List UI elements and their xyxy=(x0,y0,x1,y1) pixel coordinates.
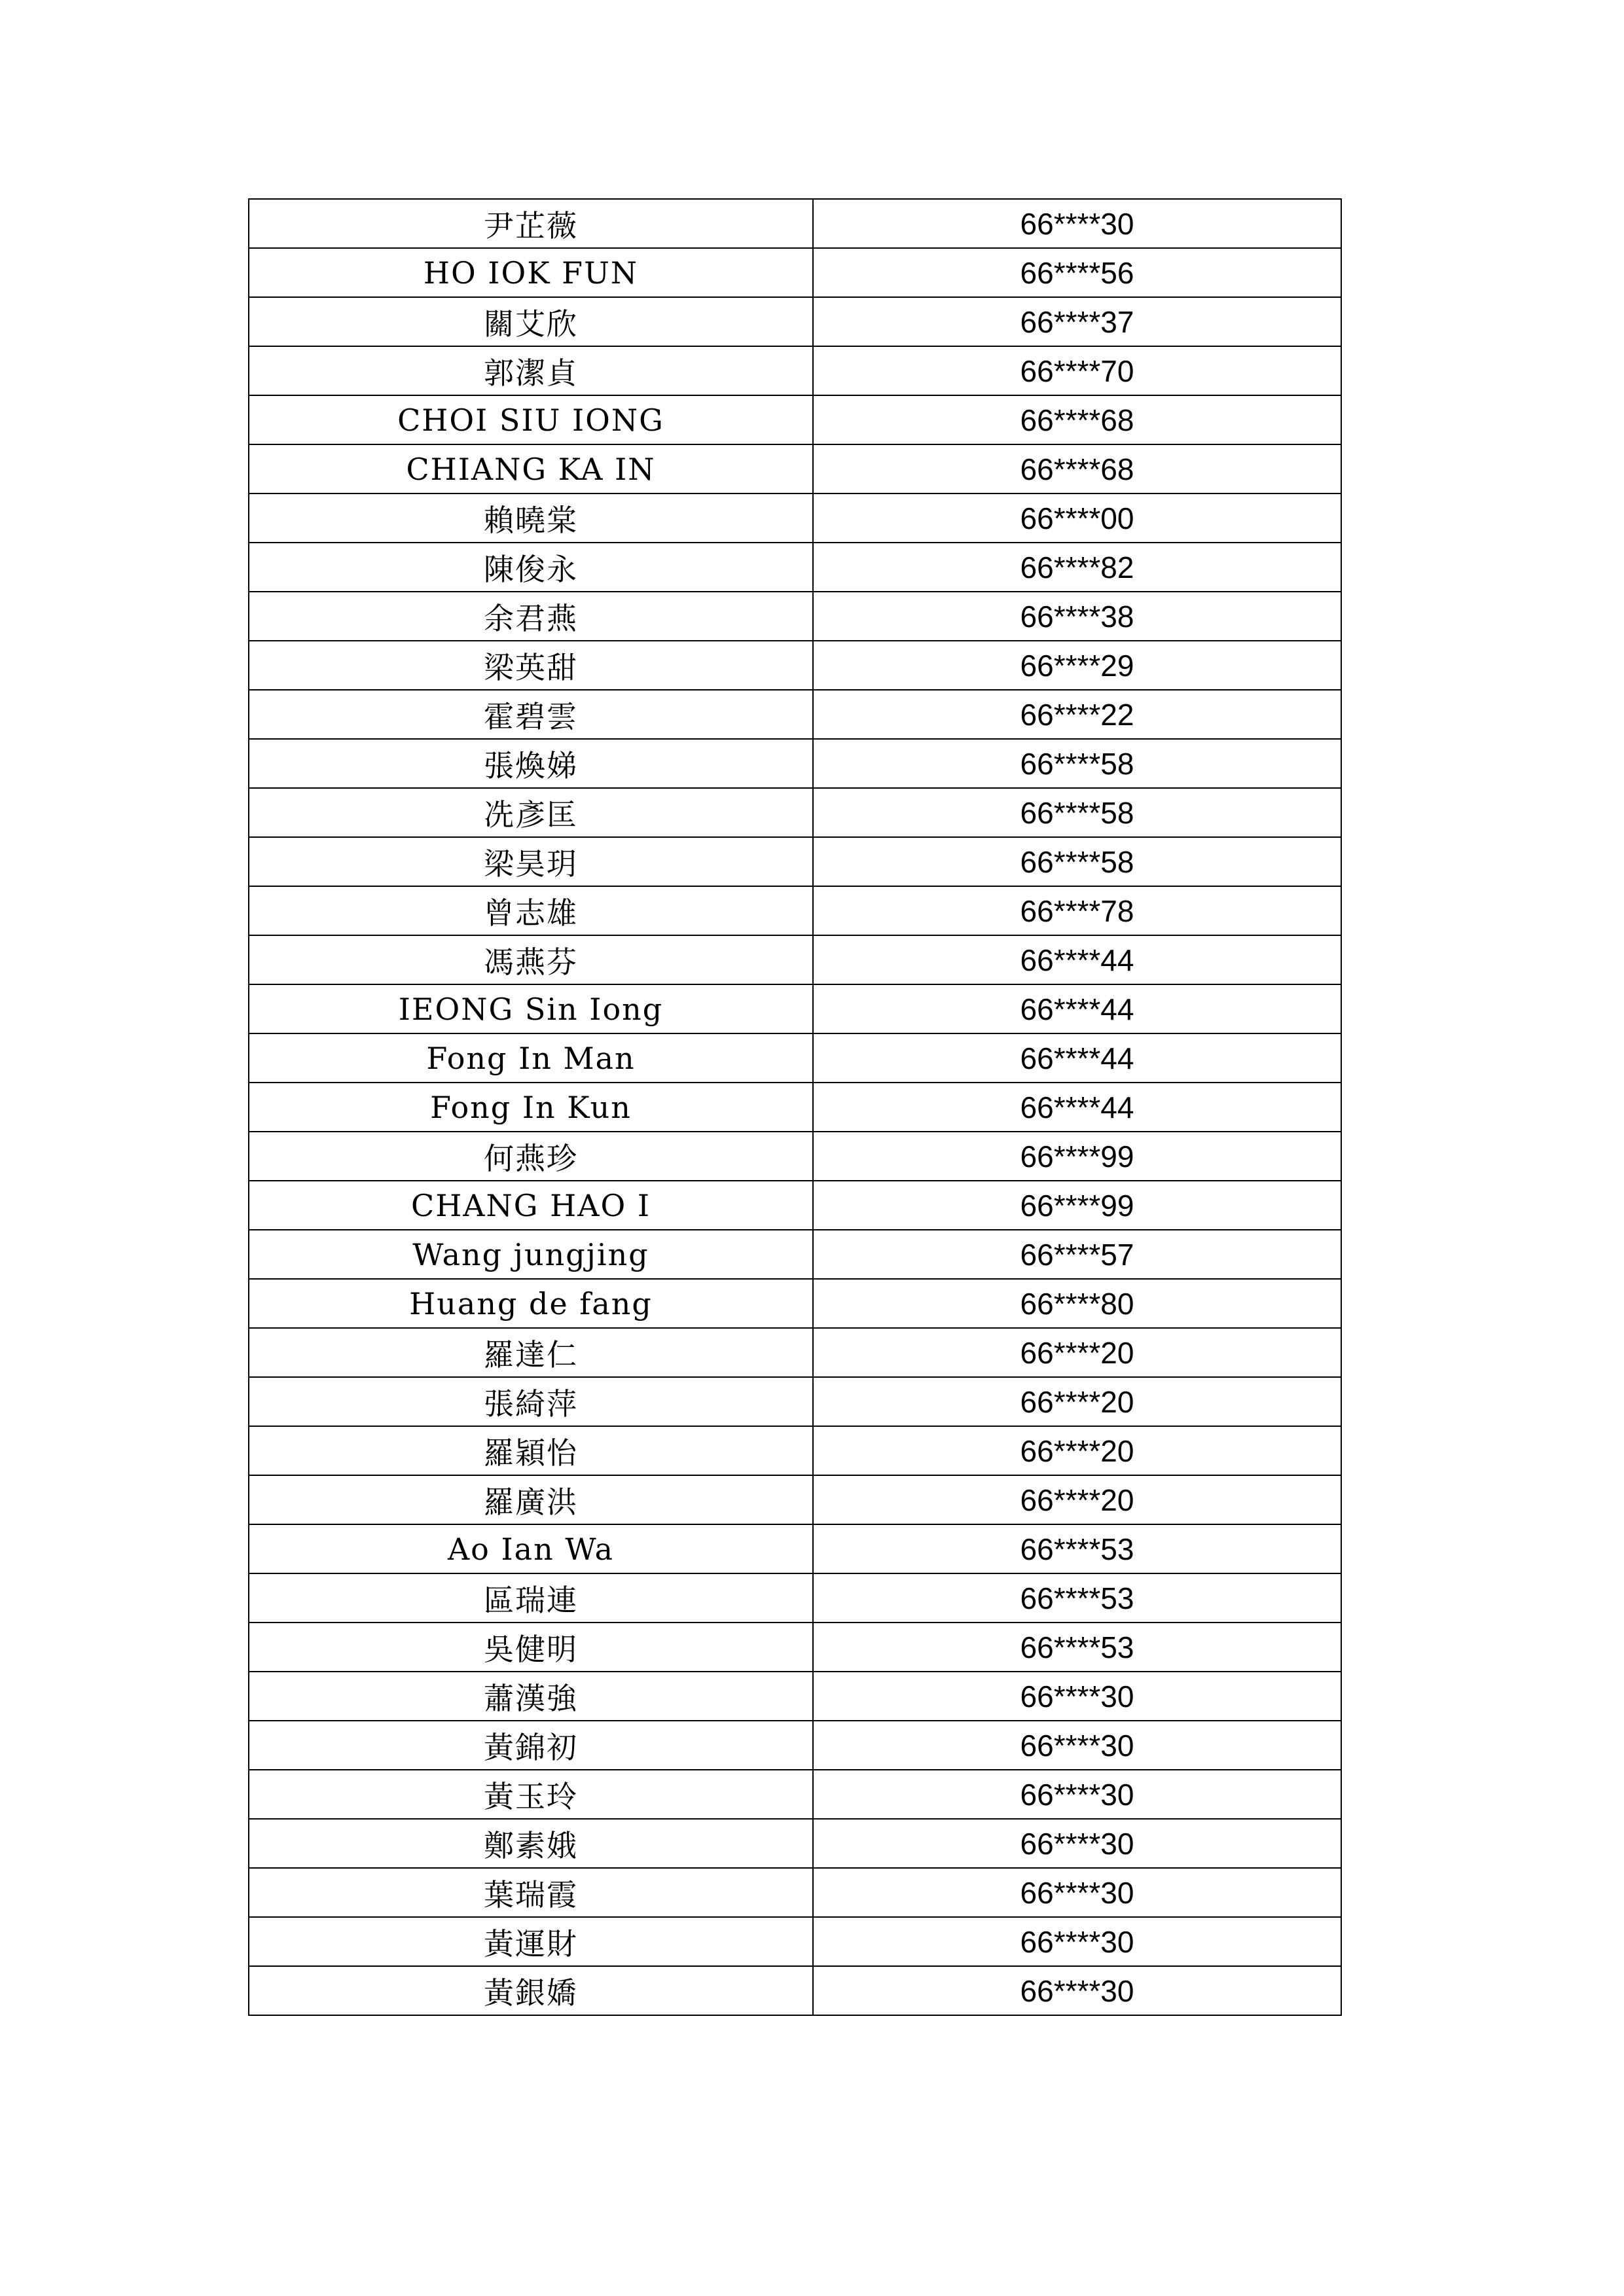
name-cell: 冼彥匡 xyxy=(249,788,813,837)
table-row xyxy=(249,788,1341,837)
phone-cell: 66****57 xyxy=(813,1230,1341,1279)
phone-cell: 66****30 xyxy=(813,1819,1341,1868)
table-row xyxy=(249,935,1341,984)
phone-cell: 66****00 xyxy=(813,493,1341,543)
table-row xyxy=(249,1573,1341,1623)
phone-cell: 66****20 xyxy=(813,1475,1341,1524)
table-row xyxy=(249,1328,1341,1377)
table-row xyxy=(249,297,1341,346)
phone-cell: 66****44 xyxy=(813,1033,1341,1083)
name-cell: Fong In Man xyxy=(249,1033,813,1083)
name-cell: 黃錦初 xyxy=(249,1721,813,1770)
phone-cell: 66****58 xyxy=(813,788,1341,837)
name-cell: 羅穎怡 xyxy=(249,1426,813,1475)
name-cell: CHIANG KA IN xyxy=(249,444,813,493)
phone-cell: 66****82 xyxy=(813,543,1341,592)
phone-cell: 66****30 xyxy=(813,1672,1341,1721)
table-row xyxy=(249,199,1341,248)
table-row xyxy=(249,395,1341,444)
phone-cell: 66****53 xyxy=(813,1623,1341,1672)
phone-cell: 66****44 xyxy=(813,935,1341,984)
name-cell: 梁昊玥 xyxy=(249,837,813,886)
phone-cell: 66****22 xyxy=(813,690,1341,739)
phone-cell: 66****20 xyxy=(813,1426,1341,1475)
table-row xyxy=(249,493,1341,543)
name-cell: 梁英甜 xyxy=(249,641,813,690)
name-cell: IEONG Sin Iong xyxy=(249,984,813,1033)
phone-cell: 66****53 xyxy=(813,1573,1341,1623)
name-phone-table xyxy=(248,198,1342,2016)
name-cell: 尹芷薇 xyxy=(249,199,813,248)
table-row xyxy=(249,1623,1341,1672)
table-row xyxy=(249,1426,1341,1475)
table-row xyxy=(249,1083,1341,1132)
phone-cell: 66****20 xyxy=(813,1377,1341,1426)
name-cell: 吳健明 xyxy=(249,1623,813,1672)
table-row xyxy=(249,248,1341,297)
phone-cell: 66****30 xyxy=(813,1770,1341,1819)
name-cell: 羅達仁 xyxy=(249,1328,813,1377)
table-row xyxy=(249,641,1341,690)
table-row xyxy=(249,1721,1341,1770)
name-cell: 鄭素娥 xyxy=(249,1819,813,1868)
name-cell: 郭潔貞 xyxy=(249,346,813,395)
phone-cell: 66****30 xyxy=(813,1966,1341,2015)
name-cell: Fong In Kun xyxy=(249,1083,813,1132)
table-row xyxy=(249,1524,1341,1573)
name-cell: 張綺萍 xyxy=(249,1377,813,1426)
table-row xyxy=(249,739,1341,788)
name-cell: 馮燕芬 xyxy=(249,935,813,984)
table-row xyxy=(249,1475,1341,1524)
name-cell: Huang de fang xyxy=(249,1279,813,1328)
table-row xyxy=(249,444,1341,493)
table-row xyxy=(249,1672,1341,1721)
name-cell: 陳俊永 xyxy=(249,543,813,592)
phone-cell: 66****68 xyxy=(813,444,1341,493)
name-cell: Ao Ian Wa xyxy=(249,1524,813,1573)
phone-cell: 66****29 xyxy=(813,641,1341,690)
phone-cell: 66****70 xyxy=(813,346,1341,395)
phone-cell: 66****30 xyxy=(813,199,1341,248)
table-row xyxy=(249,690,1341,739)
name-cell: CHANG HAO I xyxy=(249,1181,813,1230)
table-row xyxy=(249,1917,1341,1966)
name-cell: HO IOK FUN xyxy=(249,248,813,297)
phone-cell: 66****58 xyxy=(813,837,1341,886)
name-cell: 黃玉玲 xyxy=(249,1770,813,1819)
phone-cell: 66****99 xyxy=(813,1181,1341,1230)
table-row xyxy=(249,1181,1341,1230)
table-row xyxy=(249,346,1341,395)
table-row xyxy=(249,1868,1341,1917)
phone-cell: 66****37 xyxy=(813,297,1341,346)
phone-cell: 66****38 xyxy=(813,592,1341,641)
name-cell: CHOI SIU IONG xyxy=(249,395,813,444)
phone-cell: 66****30 xyxy=(813,1917,1341,1966)
phone-cell: 66****20 xyxy=(813,1328,1341,1377)
table-row xyxy=(249,1033,1341,1083)
table-row xyxy=(249,1230,1341,1279)
name-cell: 區瑞連 xyxy=(249,1573,813,1623)
phone-cell: 66****58 xyxy=(813,739,1341,788)
phone-cell: 66****53 xyxy=(813,1524,1341,1573)
table-row xyxy=(249,837,1341,886)
name-cell: 余君燕 xyxy=(249,592,813,641)
phone-cell: 66****80 xyxy=(813,1279,1341,1328)
phone-cell: 66****99 xyxy=(813,1132,1341,1181)
table-row xyxy=(249,543,1341,592)
name-cell: 黃運財 xyxy=(249,1917,813,1966)
phone-cell: 66****44 xyxy=(813,984,1341,1033)
name-cell: Wang jungjing xyxy=(249,1230,813,1279)
table-row xyxy=(249,1132,1341,1181)
name-cell: 張煥娣 xyxy=(249,739,813,788)
name-cell: 關艾欣 xyxy=(249,297,813,346)
name-cell: 蕭漢強 xyxy=(249,1672,813,1721)
name-cell: 何燕珍 xyxy=(249,1132,813,1181)
phone-cell: 66****56 xyxy=(813,248,1341,297)
table-row xyxy=(249,886,1341,935)
phone-cell: 66****30 xyxy=(813,1868,1341,1917)
table-row xyxy=(249,1966,1341,2015)
table-row xyxy=(249,1819,1341,1868)
table-row xyxy=(249,1770,1341,1819)
table-body xyxy=(249,199,1341,2015)
name-cell: 葉瑞霞 xyxy=(249,1868,813,1917)
name-cell: 霍碧雲 xyxy=(249,690,813,739)
table-row xyxy=(249,592,1341,641)
name-cell: 黃銀嬌 xyxy=(249,1966,813,2015)
phone-cell: 66****78 xyxy=(813,886,1341,935)
name-cell: 曾志雄 xyxy=(249,886,813,935)
phone-cell: 66****44 xyxy=(813,1083,1341,1132)
table-row xyxy=(249,1279,1341,1328)
name-cell: 賴曉棠 xyxy=(249,493,813,543)
phone-cell: 66****30 xyxy=(813,1721,1341,1770)
table-row xyxy=(249,984,1341,1033)
table-row xyxy=(249,1377,1341,1426)
phone-cell: 66****68 xyxy=(813,395,1341,444)
name-cell: 羅廣洪 xyxy=(249,1475,813,1524)
